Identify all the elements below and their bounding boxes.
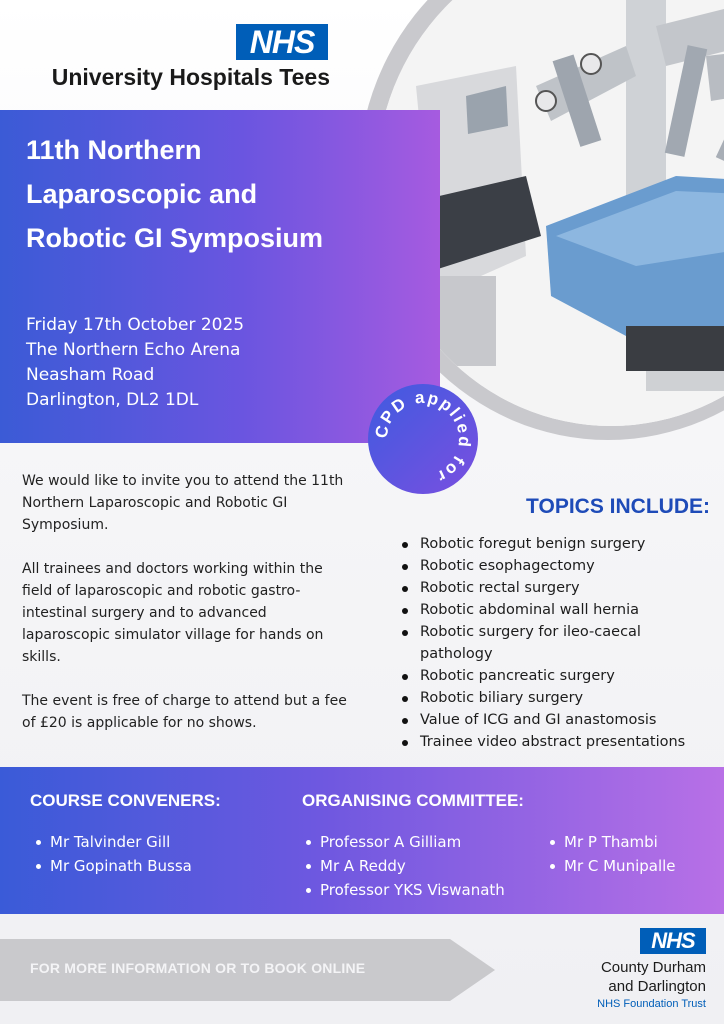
conveners-list	[34, 830, 192, 878]
intro-text	[22, 470, 352, 756]
committee-heading: ORGANISING COMMITTEE:	[302, 791, 524, 810]
trust-name-line2: and Darlington	[608, 978, 706, 995]
committee-list-2	[548, 830, 676, 878]
event-town: Darlington, DL2 1DL	[26, 390, 199, 410]
committee-item: Professor A Gilliam	[304, 830, 505, 854]
committee-item: Mr P Thambi	[548, 830, 676, 854]
trust-name	[540, 958, 706, 996]
topics-list	[398, 533, 718, 753]
topics-heading: TOPICS INCLUDE:	[526, 495, 710, 518]
topic-item: Value of ICG and GI anastomosis	[398, 709, 718, 731]
intro-paragraph: We would like to invite you to attend the 11th Northern Laparoscopic and Robotic GI Symposium.	[22, 473, 344, 533]
more-info-link[interactable]: FOR MORE INFORMATION OR TO BOOK ONLINE	[30, 960, 366, 976]
committee-list-1	[304, 830, 505, 902]
committee-item: Mr A Reddy	[304, 854, 505, 878]
nhs-logo-footer: NHS	[640, 928, 706, 954]
event-date: Friday 17th October 2025	[26, 315, 245, 335]
topic-item: Robotic foregut benign surgery	[398, 533, 718, 555]
nhs-logo: NHS	[236, 24, 328, 60]
topic-item: Robotic surgery for ileo-caecal pathology	[398, 621, 718, 665]
topic-item: Trainee video abstract presentations	[398, 731, 718, 753]
topic-item: Robotic biliary surgery	[398, 687, 718, 709]
trust-name-line1: County Durham	[600, 959, 706, 976]
topic-item: Robotic esophagectomy	[398, 555, 718, 577]
committee-item: Mr C Munipalle	[548, 854, 676, 878]
conveners-heading: COURSE CONVENERS:	[30, 791, 221, 810]
convener-item: Mr Gopinath Bussa	[34, 854, 192, 878]
topic-item: Robotic pancreatic surgery	[398, 665, 718, 687]
convener-item: Mr Talvinder Gill	[34, 830, 192, 854]
cpd-badge	[368, 384, 478, 494]
topic-item: Robotic rectal surgery	[398, 577, 718, 599]
trust-subtitle: NHS Foundation Trust	[597, 998, 706, 1010]
event-venue: The Northern Echo Arena	[26, 340, 241, 360]
committee-item: Professor YKS Viswanath	[304, 878, 505, 902]
cpd-badge-text: CPD applied for	[371, 387, 475, 487]
topic-item: Robotic abdominal wall hernia	[398, 599, 718, 621]
event-details	[26, 313, 326, 413]
intro-paragraph: All trainees and doctors working within the field of laparoscopic and robotic gastro-intestinal surgery and to advanced laparoscopic simulator village for hands on skills.	[22, 561, 324, 665]
event-street: Neasham Road	[26, 365, 155, 385]
organisation-name: University Hospitals Tees	[51, 64, 330, 90]
svg-text:CPD applied for	[372, 388, 475, 487]
intro-paragraph: The event is free of charge to attend but a fee of £20 is applicable for no shows.	[22, 693, 347, 731]
event-title: 11th Northern Laparoscopic and Robotic GI Symposium	[26, 135, 324, 253]
